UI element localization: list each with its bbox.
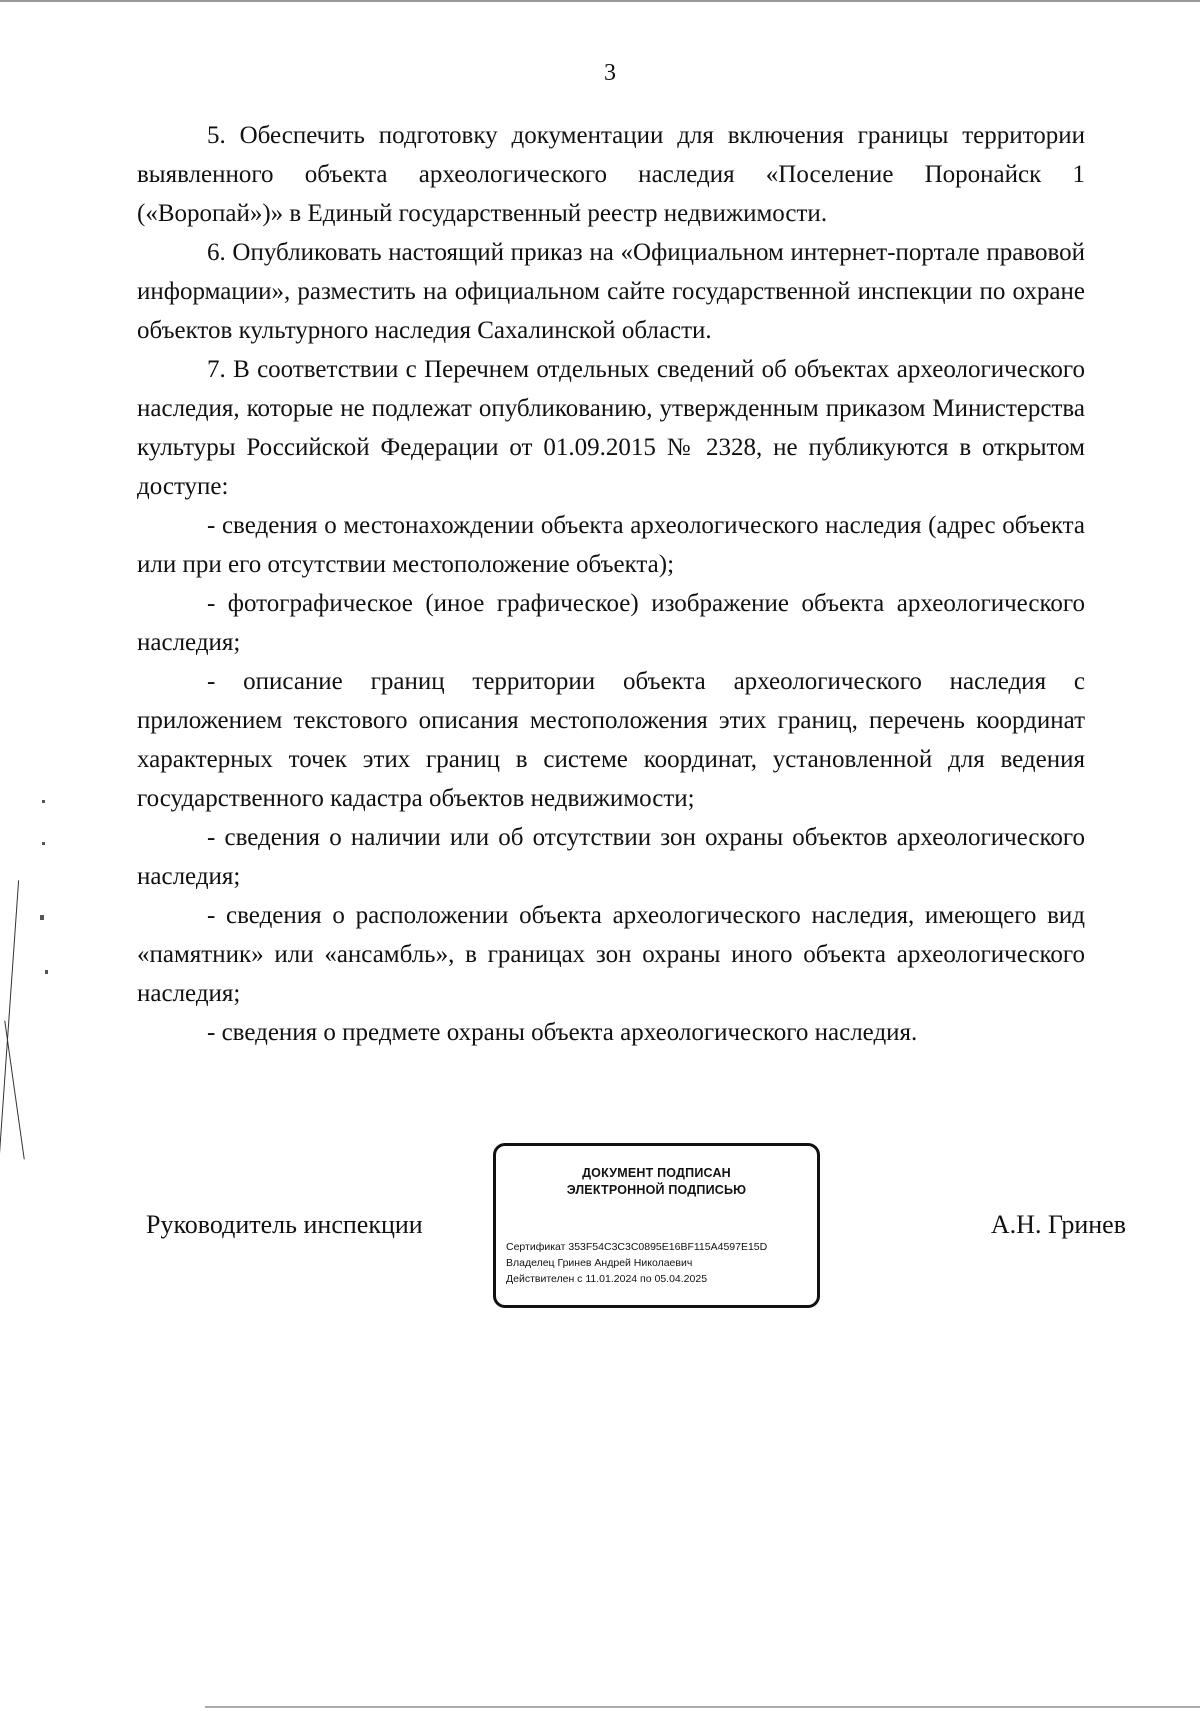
list-item-photo: - фотографическое (иное графическое) изображение объекта археологического наследия; bbox=[137, 590, 1085, 656]
scan-binding-line-2 bbox=[4, 1021, 24, 1160]
paragraph-item-7: 7. В соответствии с Перечнем отдельных сведений об объектах археологического наследия, которые не подлежат опубликованию, утвержденным приказом Министерства культуры Российской Федерации от 01.09.2015 № 2328, не публикуются в открытом доступе: bbox=[137, 356, 1085, 500]
list-item-location: - сведения о местонахождении объекта археологического наследия (адрес объекта или при его отсутствии местоположение объекта); bbox=[137, 512, 1085, 578]
electronic-signature-stamp bbox=[493, 1143, 820, 1308]
stamp-title-line2: ЭЛЕКТРОННОЙ ПОДПИСЬЮ bbox=[566, 1183, 747, 1197]
stamp-title-line1: ДОКУМЕНТ ПОДПИСАН bbox=[582, 1166, 731, 1180]
signatory-position: Руководитель инспекции bbox=[146, 1210, 423, 1239]
signatory-name: А.Н. Гринев bbox=[990, 1210, 1126, 1239]
stamp-certificate: Сертификат 353F54C3C3C0895E16BF115A4597E15D bbox=[506, 1241, 768, 1253]
list-item-monument-location: - сведения о расположении объекта археологического наследия, имеющего вид «памятник» или «ансамбль», в границах зон охраны иного объекта археологического наследия; bbox=[137, 902, 1085, 1007]
scan-bottom-edge bbox=[205, 1706, 1200, 1708]
scan-speck bbox=[45, 970, 48, 974]
scan-speck bbox=[42, 800, 45, 803]
stamp-title bbox=[496, 1165, 817, 1199]
stamp-details bbox=[506, 1239, 767, 1287]
page-number: 3 bbox=[604, 60, 616, 86]
paragraph-item-6: 6. Опубликовать настоящий приказ на «Официальном интернет-портале правовой информации», разместить на официальном сайте государственной инспекции по охране объектов культурного наследия Сахалинской области. bbox=[137, 239, 1085, 344]
list-item-protection-zones: - сведения о наличии или об отсутствии зон охраны объектов археологического наследия; bbox=[137, 824, 1085, 890]
scan-speck bbox=[42, 842, 45, 845]
stamp-owner: Владелец Гринев Андрей Николаевич bbox=[506, 1257, 693, 1269]
paragraph-item-5: 5. Обеспечить подготовку документации для включения границы территории выявленного объекта археологического наследия «Поселение Поронайск 1 («Воропай»)» в Единый государственный реестр недвижимости. bbox=[137, 122, 1085, 227]
document-body bbox=[137, 116, 1085, 1052]
stamp-validity: Действителен с 11.01.2024 по 05.04.2025 bbox=[506, 1273, 708, 1285]
scan-top-edge bbox=[0, 0, 1200, 2]
scan-speck bbox=[40, 915, 44, 920]
scan-binding-line bbox=[0, 880, 19, 1169]
list-item-boundaries: - описание границ территории объекта археологического наследия с приложением текстового описания местоположения этих границ, перечень координат характерных точек этих границ в системе координат, установленной для ведения государственного кадастра объектов недвижимости; bbox=[137, 668, 1085, 812]
list-item-protection-subject: - сведения о предмете охраны объекта археологического наследия. bbox=[207, 1019, 918, 1046]
